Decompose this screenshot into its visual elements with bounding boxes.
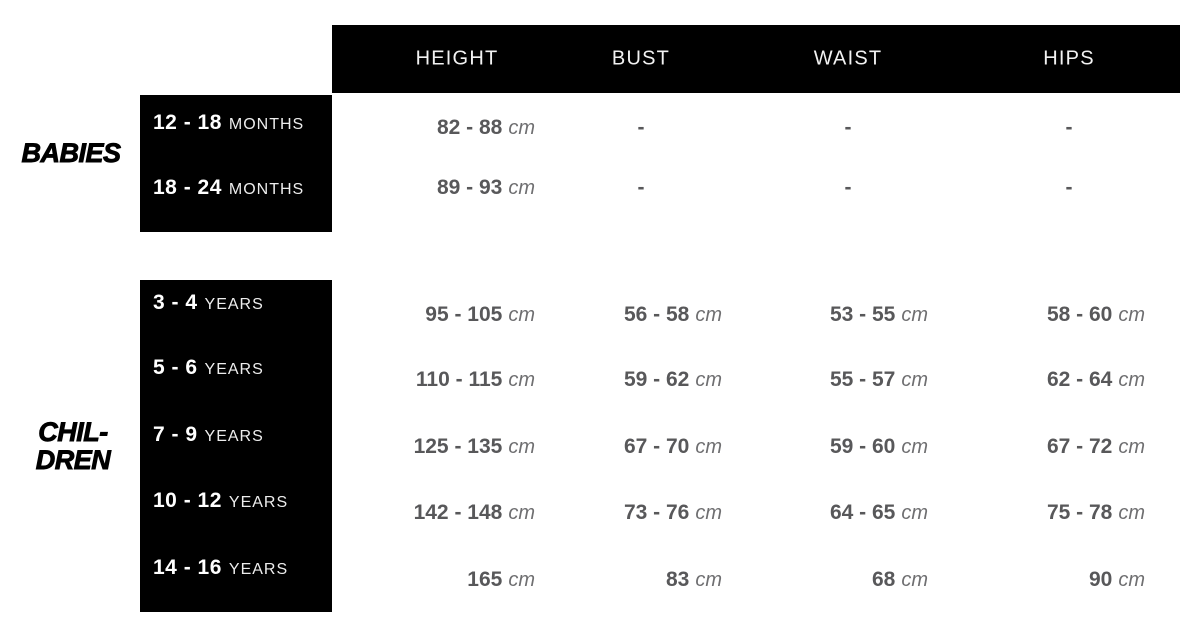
table-row <box>0 556 1200 595</box>
column-header-hips: HIPS <box>1043 47 1095 70</box>
table-row <box>0 489 1200 528</box>
row-label <box>153 486 288 518</box>
hips-cell <box>1066 113 1073 145</box>
unit: cm <box>695 369 722 391</box>
group-label-children-line1: CHIL- <box>38 417 108 447</box>
table-row <box>0 423 1200 462</box>
bust-cell <box>624 365 722 397</box>
unit: cm <box>901 436 928 458</box>
value: 82 - 88 <box>436 116 503 139</box>
value: - <box>1065 176 1073 199</box>
age-range: 10 - 12 <box>153 489 222 512</box>
unit: cm <box>508 177 535 199</box>
unit: cm <box>508 369 535 391</box>
table-row <box>0 113 1200 143</box>
bust-cell <box>638 173 645 205</box>
value: 67 - 72 <box>1046 435 1113 458</box>
value: - <box>637 116 645 139</box>
value: 59 - 62 <box>623 368 690 391</box>
unit: cm <box>508 304 535 326</box>
unit: cm <box>1118 569 1145 591</box>
row-label <box>153 173 304 205</box>
unit: cm <box>695 569 722 591</box>
unit: cm <box>1118 436 1145 458</box>
row-label <box>153 420 264 452</box>
height-cell <box>467 565 535 597</box>
value: 95 - 105 <box>425 303 503 326</box>
column-header-waist: WAIST <box>813 47 883 70</box>
height-cell <box>437 173 535 205</box>
age-unit: YEARS <box>228 561 289 578</box>
bust-cell <box>666 565 722 597</box>
height-cell <box>437 113 535 145</box>
height-cell <box>416 365 535 397</box>
value: 75 - 78 <box>1046 501 1113 524</box>
table-row <box>0 291 1200 330</box>
unit: cm <box>508 436 535 458</box>
value: - <box>844 176 852 199</box>
unit: cm <box>1118 502 1145 524</box>
group-label-babies: BABIES <box>21 138 121 168</box>
value: 62 - 64 <box>1046 368 1113 391</box>
value: 165 <box>467 568 503 591</box>
age-range: 12 - 18 <box>153 111 222 134</box>
unit: cm <box>901 502 928 524</box>
unit: cm <box>695 304 722 326</box>
age-range: 7 - 9 <box>153 423 198 446</box>
age-range: 5 - 6 <box>153 356 198 379</box>
table-row <box>0 356 1200 395</box>
height-cell <box>414 498 535 530</box>
height-cell <box>414 432 535 464</box>
unit: cm <box>901 369 928 391</box>
waist-cell <box>845 173 852 205</box>
value: 89 - 93 <box>436 176 503 199</box>
waist-cell <box>845 113 852 145</box>
bust-cell <box>638 113 645 145</box>
waist-cell <box>830 365 928 397</box>
unit: cm <box>695 502 722 524</box>
value: 67 - 70 <box>623 435 690 458</box>
value: 53 - 55 <box>829 303 896 326</box>
age-unit: YEARS <box>204 296 264 313</box>
value: 83 <box>665 568 690 591</box>
age-unit: YEARS <box>228 494 289 511</box>
hips-cell <box>1066 173 1073 205</box>
value: 68 <box>871 568 896 591</box>
unit: cm <box>508 569 535 591</box>
value: 58 - 60 <box>1046 303 1113 326</box>
row-label <box>153 353 264 385</box>
bust-cell <box>624 498 722 530</box>
unit: cm <box>695 436 722 458</box>
value: 73 - 76 <box>623 501 690 524</box>
row-label <box>153 108 304 140</box>
unit: cm <box>901 569 928 591</box>
value: - <box>844 116 852 139</box>
hips-cell <box>1047 498 1145 530</box>
column-header-bust: BUST <box>611 47 671 70</box>
age-range: 3 - 4 <box>153 291 198 314</box>
unit: cm <box>508 502 535 524</box>
bust-cell <box>624 432 722 464</box>
unit: cm <box>508 117 535 139</box>
hips-cell <box>1047 432 1145 464</box>
table-row <box>0 173 1200 203</box>
hips-cell <box>1089 565 1145 597</box>
column-header-height: HEIGHT <box>415 47 499 70</box>
hips-cell <box>1047 300 1145 332</box>
waist-cell <box>830 300 928 332</box>
age-range: 18 - 24 <box>153 176 222 199</box>
value: 56 - 58 <box>623 303 690 326</box>
waist-cell <box>872 565 928 597</box>
age-unit: MONTHS <box>228 116 305 133</box>
value: 125 - 135 <box>413 435 503 458</box>
group-label-children-line2: DREN <box>35 445 111 475</box>
value: 64 - 65 <box>829 501 896 524</box>
table-header-bar <box>332 25 1180 93</box>
value: 142 - 148 <box>413 501 503 524</box>
bust-cell <box>624 300 722 332</box>
age-range: 14 - 16 <box>153 556 222 579</box>
age-unit: YEARS <box>204 361 264 378</box>
value: - <box>637 176 645 199</box>
age-unit: YEARS <box>204 428 264 445</box>
hips-cell <box>1047 365 1145 397</box>
waist-cell <box>830 432 928 464</box>
unit: cm <box>1118 304 1145 326</box>
unit: cm <box>1118 369 1145 391</box>
value: 110 - 115 <box>415 368 503 391</box>
height-cell <box>425 300 535 332</box>
age-unit: MONTHS <box>228 181 305 198</box>
row-label <box>153 553 288 585</box>
unit: cm <box>901 304 928 326</box>
value: 59 - 60 <box>829 435 896 458</box>
waist-cell <box>830 498 928 530</box>
value: 90 <box>1088 568 1113 591</box>
value: - <box>1065 116 1073 139</box>
value: 55 - 57 <box>829 368 896 391</box>
row-label <box>153 288 264 320</box>
